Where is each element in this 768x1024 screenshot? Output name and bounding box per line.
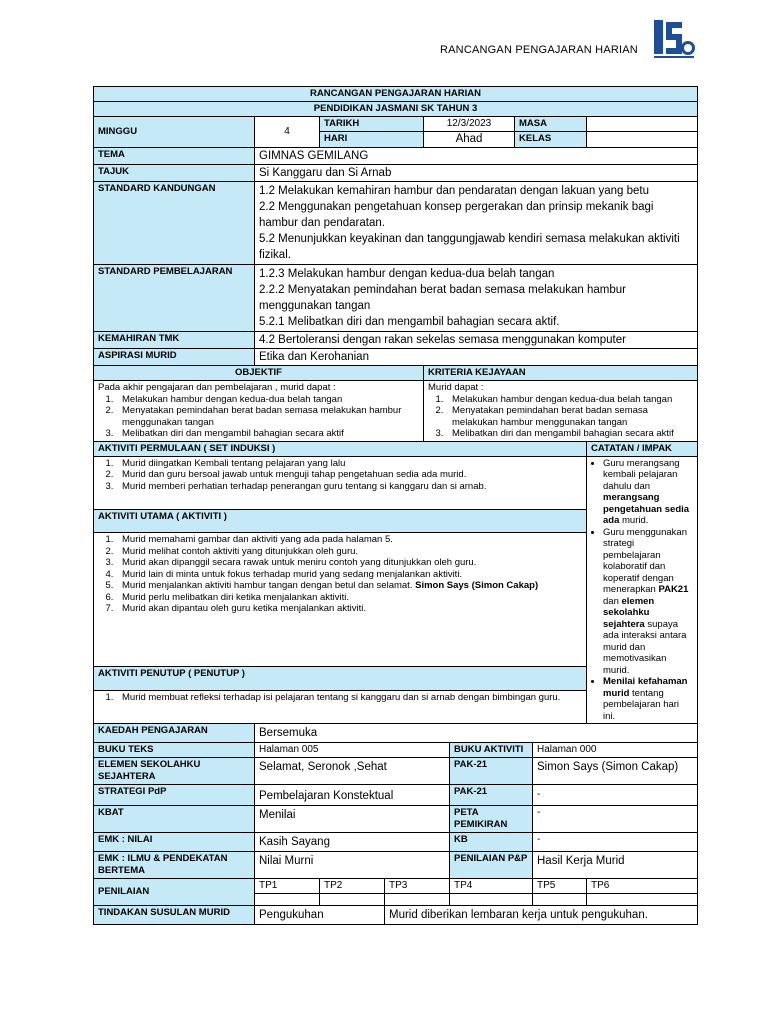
tp-value-cell bbox=[320, 894, 385, 906]
standard-kandungan-value bbox=[255, 182, 698, 265]
hari-value: Ahad bbox=[424, 132, 515, 148]
kemahiran-tmk-value: 4.2 Bertoleransi dengan rakan sekelas semasa menggunakan komputer bbox=[255, 332, 698, 349]
objektif-intro: Pada akhir pengajaran dan pembelajaran , murid dapat : bbox=[98, 382, 336, 393]
emk-nilai-label: EMK : NILAI bbox=[94, 833, 255, 852]
sp-item: 5.2.1 Melibatkan diri dan mengambil bahagian secara aktif. bbox=[259, 316, 560, 328]
standard-kandungan-label: STANDARD KANDUNGAN bbox=[94, 182, 255, 265]
kelas-label: KELAS bbox=[515, 132, 587, 148]
tp-cell: TP6 bbox=[587, 879, 698, 894]
peta-label: PETA PEMIKIRAN bbox=[450, 806, 533, 833]
penilaian-label: PENILAIAN bbox=[94, 879, 255, 906]
sp-item: 1.2.3 Melakukan hambur dengan kedua-dua belah tangan bbox=[259, 268, 555, 280]
kriteria-item: 2. Menyatakan pemindahan berat badan semasa melakukan hambur menggunakan tangan bbox=[446, 405, 693, 428]
tindakan-label: TINDAKAN SUSULAN MURID bbox=[94, 906, 255, 925]
aktiviti-utama-content bbox=[94, 533, 587, 667]
tajuk-value: Si Kanggaru dan Si Arnab bbox=[255, 165, 698, 182]
kelas-value bbox=[587, 132, 698, 148]
minggu-label: MINGGU bbox=[94, 117, 255, 148]
penutup-item: 1. Murid membuat refleksi terhadap isi pelajaran tentang si kanggaru dan si arnab dengan bimbingan guru. bbox=[116, 692, 582, 704]
pak21b-label: PAK-21 bbox=[450, 785, 533, 806]
sk-item: 5.2 Menunjukkan keyakinan dan tanggungjawab kendiri semasa melakukan aktiviti fizikal. bbox=[259, 233, 680, 261]
tp-value-cell bbox=[587, 894, 698, 906]
utama-item: 7. Murid akan dipantau oleh guru ketika menjalankan aktiviti. bbox=[116, 603, 582, 615]
buku-aktiviti-value: Halaman 000 bbox=[533, 743, 698, 758]
utama-item: 4. Murid lain di minta untuk fokus terhadap murid yang sedang menjalankan aktiviti. bbox=[116, 569, 582, 581]
standard-pembelajaran-value bbox=[255, 265, 698, 332]
masa-label: MASA bbox=[515, 117, 587, 132]
emk-ilmu-value: Nilai Murni bbox=[255, 852, 450, 879]
kbat-label: KBAT bbox=[94, 806, 255, 833]
pak21-value: Simon Says (Simon Cakap) bbox=[533, 758, 698, 785]
aspirasi-murid-value: Etika dan Kerohanian bbox=[255, 349, 698, 366]
pak21b-value: - bbox=[533, 785, 698, 806]
strategi-label: STRATEGI PdP bbox=[94, 785, 255, 806]
kaedah-value: Bersemuka bbox=[255, 724, 698, 743]
utama-item: 6. Murid perlu melibatkan diri ketika menjalankan aktiviti. bbox=[116, 592, 582, 604]
objektif-item: 3. Melibatkan diri dan mengambil bahagian secara aktif bbox=[116, 428, 419, 440]
masa-value bbox=[587, 117, 698, 132]
tp-value-cell bbox=[255, 894, 320, 906]
tp-cell: TP4 bbox=[450, 879, 533, 894]
strategi-value: Pembelajaran Konstektual bbox=[255, 785, 450, 806]
tarikh-label: TARIKH bbox=[320, 117, 424, 132]
tp-cell: TP2 bbox=[320, 879, 385, 894]
kriteria-label: KRITERIA KEJAYAAN bbox=[424, 366, 698, 381]
catatan-item: • Guru merangsang kembali pelajaran dahulu dan merangsang pengetahuan sedia ada murid. bbox=[603, 458, 693, 527]
kbat-value: Menilai bbox=[255, 806, 450, 833]
permulaan-item: 2. Murid dan guru bersoal jawab untuk menguji tahap pengetahuan sedia ada murid. bbox=[116, 469, 582, 481]
kriteria-content bbox=[424, 381, 698, 442]
rph-document bbox=[93, 86, 697, 925]
utama-item: 3. Murid akan dipanggil secara rawak untuk meniru contoh yang ditunjukkan oleh guru. bbox=[116, 557, 582, 569]
aktiviti-penutup-label: AKTIVITI PENUTUP ( PENUTUP ) bbox=[94, 667, 587, 691]
buku-teks-label: BUKU TEKS bbox=[94, 743, 255, 758]
catatan-label: CATATAN / IMPAK bbox=[587, 441, 698, 456]
tema-value: GIMNAS GEMILANG bbox=[255, 148, 698, 165]
hari-label: HARI bbox=[320, 132, 424, 148]
tindakan-type: Pengukuhan bbox=[255, 906, 385, 925]
pak21-label: PAK-21 bbox=[450, 758, 533, 785]
permulaan-item: 3. Murid memberi perhatian terhadap penerangan guru tentang si kanggaru dan si arnab. bbox=[116, 481, 582, 493]
aktiviti-permulaan-content bbox=[94, 456, 587, 509]
tema-label: TEMA bbox=[94, 148, 255, 165]
standard-pembelajaran-label: STANDARD PEMBELAJARAN bbox=[94, 265, 255, 332]
rph-table bbox=[93, 86, 698, 925]
kemahiran-tmk-label: KEMAHIRAN TMK bbox=[94, 332, 255, 349]
sp-item: 2.2.2 Menyatakan pemindahan berat badan semasa melakukan hambur menggunakan tangan bbox=[259, 284, 626, 312]
objektif-label: OBJEKTIF bbox=[94, 366, 424, 381]
tp-cell: TP5 bbox=[533, 879, 587, 894]
buku-teks-value: Halaman 005 bbox=[255, 743, 450, 758]
tp-cell: TP1 bbox=[255, 879, 320, 894]
doc-title-2: PENDIDIKAN JASMANI SK TAHUN 3 bbox=[94, 102, 698, 117]
minggu-value: 4 bbox=[255, 117, 320, 148]
utama-item: 1. Murid memahami gambar dan aktiviti yang ada pada halaman 5. bbox=[116, 534, 582, 546]
buku-aktiviti-label: BUKU AKTIVITI bbox=[450, 743, 533, 758]
tindakan-value: Murid diberikan lembaran kerja untuk pengukuhan. bbox=[385, 906, 698, 925]
aktiviti-utama-label: AKTIVITI UTAMA ( AKTIVITI ) bbox=[94, 509, 587, 533]
aspirasi-murid-label: ASPIRASI MURID bbox=[94, 349, 255, 366]
objektif-content bbox=[94, 381, 424, 442]
school-logo-icon bbox=[652, 16, 696, 60]
tp-value-cell bbox=[533, 894, 587, 906]
peta-value: - bbox=[533, 806, 698, 833]
kriteria-item: 1. Melakukan hambur dengan kedua-dua belah tangan bbox=[446, 394, 693, 406]
sk-item: 2.2 Menggunakan pengetahuan konsep pergerakan dan prinsip mekanik bagi hambur dan pendaratan. bbox=[259, 201, 654, 229]
emk-ilmu-label: EMK : ILMU & PENDEKATAN BERTEMA bbox=[94, 852, 255, 879]
tp-value-cell bbox=[450, 894, 533, 906]
objektif-item: 2. Menyatakan pemindahan berat badan semasa melakukan hambur menggunakan tangan bbox=[116, 405, 419, 428]
doc-title-1: RANCANGAN PENGAJARAN HARIAN bbox=[94, 87, 698, 102]
aktiviti-penutup-content bbox=[94, 691, 587, 724]
utama-item: 2. Murid melihat contoh aktiviti yang ditunjukkan oleh guru. bbox=[116, 546, 582, 558]
tp-value-cell bbox=[385, 894, 450, 906]
utama-item: 5. Murid menjalankan aktiviti hambur tangan dengan betul dan selamat. Simon Says (Simon Cakap) bbox=[116, 580, 582, 592]
tajuk-label: TAJUK bbox=[94, 165, 255, 182]
kriteria-intro: Murid dapat : bbox=[428, 382, 484, 393]
aktiviti-permulaan-label: AKTIVITI PERMULAAN ( SET INDUKSI ) bbox=[94, 441, 587, 456]
catatan-item: • Guru menggunakan strategi pembelajaran kolaboratif dan koperatif dengan menerapkan PAK21 dan elemen sekolahku sejahtera supaya ada interaksi antara murid dan memotivasikan murid. bbox=[603, 527, 693, 677]
header-title: RANCANGAN PENGAJARAN HARIAN bbox=[440, 44, 638, 56]
tp-cell: TP3 bbox=[385, 879, 450, 894]
penilaian-pp-value: Hasil Kerja Murid bbox=[533, 852, 698, 879]
permulaan-item: 1. Murid diingatkan Kembali tentang pelajaran yang lalu bbox=[116, 458, 582, 470]
kb-label: KB bbox=[450, 833, 533, 852]
elemen-label: ELEMEN SEKOLAHKU SEJAHTERA bbox=[94, 758, 255, 785]
tarikh-value: 12/3/2023 bbox=[424, 117, 515, 132]
emk-nilai-value: Kasih Sayang bbox=[255, 833, 450, 852]
kriteria-item: 3. Melibatkan diri dan mengambil bahagian secara aktif bbox=[446, 428, 693, 440]
objektif-item: 1. Melakukan hambur dengan kedua-dua belah tangan bbox=[116, 394, 419, 406]
catatan-item: • Menilai kefahaman murid tentang pembelajaran hari ini. bbox=[603, 676, 693, 722]
sk-item: 1.2 Melakukan kemahiran hambur dan pendaratan dengan lakuan yang betu bbox=[259, 185, 650, 197]
kb-value: - bbox=[533, 833, 698, 852]
elemen-value: Selamat, Seronok ,Sehat bbox=[255, 758, 450, 785]
penilaian-pp-label: PENILAIAN P&P bbox=[450, 852, 533, 879]
kaedah-label: KAEDAH PENGAJARAN bbox=[94, 724, 255, 743]
catatan-content bbox=[587, 456, 698, 724]
